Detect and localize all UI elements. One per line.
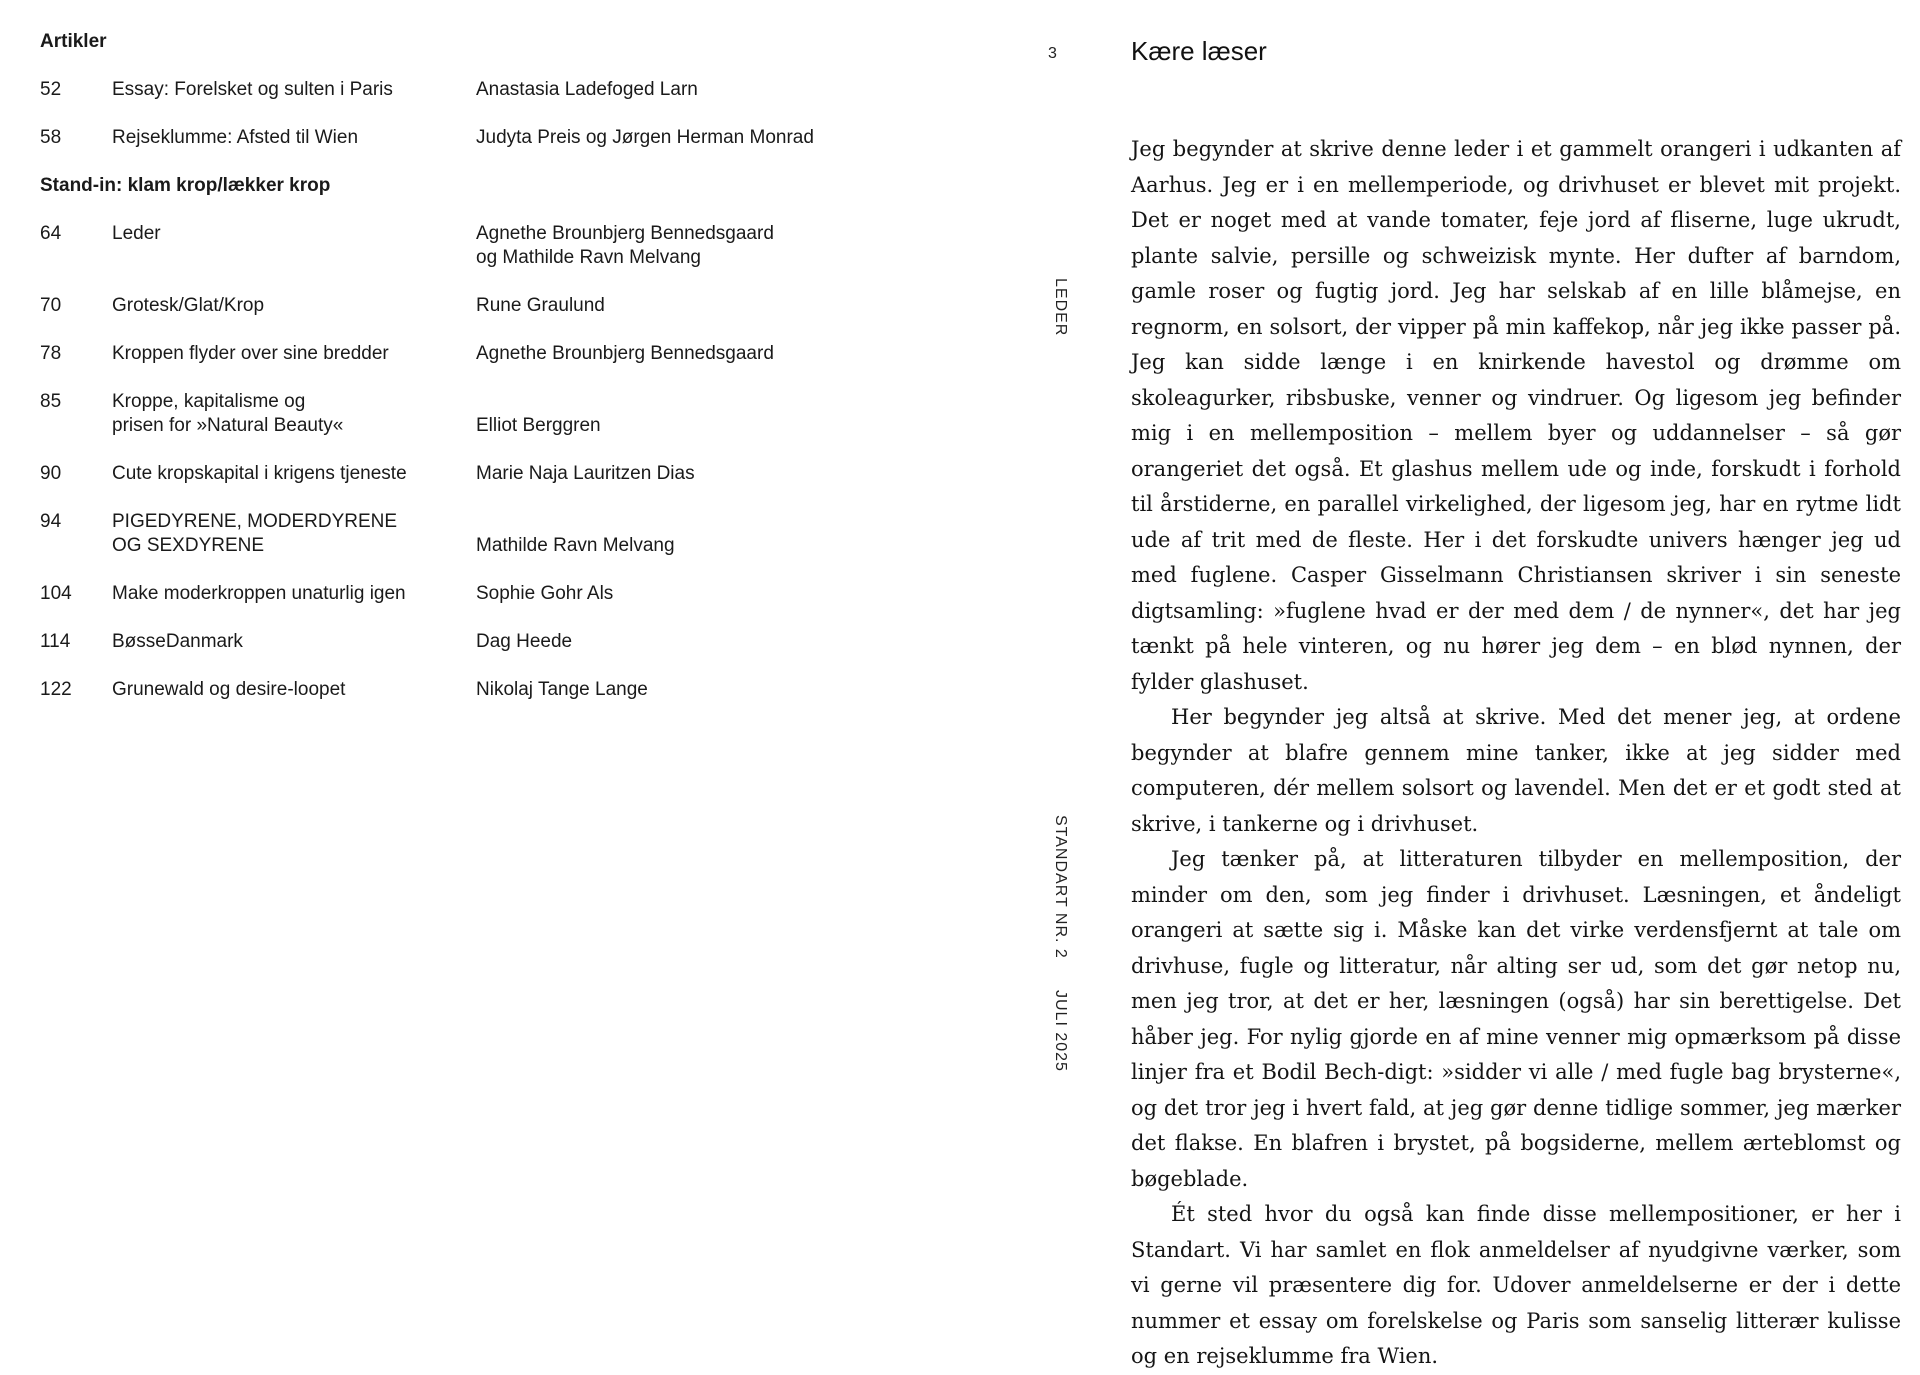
toc-author: Mathilde Ravn Melvang [476,535,675,556]
editorial-title: Kære læser [1131,36,1267,66]
toc-entry [40,678,1000,702]
toc-author: Rune Graulund [476,295,605,316]
toc-author: Sophie Gohr Als [476,583,614,604]
toc-entry [40,390,1000,438]
toc-title: PIGEDYRENE, MODERDYRENE OG SEXDYRENE [112,511,398,556]
body-paragraph: Jeg tænker på, at litteraturen tilbyder en mellemposition, der minder om den, som jeg finder i drivhuset. Læsningen, et åndeligt orangeri at sætte sig i. Måske kan det virke verdensfjernt at tale om drivhuse, fugle og litteratur, når alting ser ud, som det gør netop nu, men jeg tror, at det er her, læsningen (også) har sin berettigelse. Det håber jeg. For nylig gjorde en af mine venner mig opmærksom på disse linjer fra et Bodil Bech-digt: »sidder vi alle / med fugle bag brysterne«, og det tror jeg i hvert fald, at jeg gør denne tidlige sommer, jeg mærker det flakse. En blafren i brystet, på bogsiderne, mellem ærteblomst og bøgeblade. [1131,847,1901,1191]
toc-title: Rejseklumme: Afsted til Wien [112,127,359,148]
toc-page-number: 52 [40,79,62,100]
toc-author: Anastasia Ladefoged Larn [476,79,698,100]
toc-author: Marie Naja Lauritzen Dias [476,463,695,484]
body-paragraph: Her begynder jeg altså at skrive. Med det mener jeg, at ordene begynder at blafre gennem mine tanker, ikke at jeg sidder med computeren, dér mellem solsort og lavendel. Men det er et godt sted at skrive, i tankerne og i drivhuset. [1131,705,1901,836]
toc-page-number: 70 [40,295,62,316]
running-head-section: LEDER [1052,278,1069,337]
page-number: 3 [1048,45,1057,62]
body-paragraph: Ét sted hvor du også kan finde disse mellempositioner, er her i Standart. Vi har samlet en flok anmeldelser af nyudgivne værker, som vi gerne vil præsentere dig for. Udover anmeldelserne er der i dette nummer et essay om forelskelse og Paris som sanselig litterær kulisse og en rejseklumme fra Wien. [1131,1202,1901,1368]
toc-entry [40,462,1000,486]
toc-title: Cute kropskapital i krigens tjeneste [112,463,407,484]
toc-title: Leder [112,223,161,244]
toc-entry [40,630,1000,654]
body-paragraph: Jeg begynder at skrive denne leder i et gammelt orangeri i udkanten af Aarhus. Jeg er i en mellemperiode, og drivhuset er blevet mit projekt. Det er noget med at vande tomater, feje jord af fliserne, luge ukrudt, plante salvie, persille og schweizisk mynte. Her dufter af barndom, gamle roser og fugtig jord. Jeg har selskab af en lille blåmejse, en regnorm, en solsort, der vipper på min kaffekop, når jeg ikke passer på. Jeg kan sidde længe i en knirkende havestol og drømme om skoleagurker, ribsbuske, venner og vindruer. Og ligesom jeg befinder mig i en mellemposition – mellem byer og uddannelser – så gør orangeriet det også. Et glashus mellem ude og inde, forskudt i forhold til årstiderne, en parallel virkelighed, der ligesom jeg, har en rytme lidt ude af trit med de fleste. Her i det forskudte univers hænger jeg ud med fuglene. Casper Gisselmann Christiansen skriver i sin seneste digtsamling: »fuglene hvad er der med dem / de nynner«, det har jeg tænkt på hele vinteren, og nu hører jeg dem – en blød nynnen, der fylder glashuset. [1131,137,1901,694]
toc-entry [40,222,1000,270]
toc-title: Kroppe, kapitalisme og prisen for »Natural Beauty« [112,391,344,436]
toc-entry [40,510,1000,558]
editorial [1131,30,1901,1375]
toc-title: Grotesk/Glat/Krop [112,295,265,316]
editorial-body [1131,132,1901,1375]
toc-section-stand-in [40,174,1000,702]
toc-page-number: 85 [40,391,62,412]
toc-page-number: 122 [40,679,72,700]
toc-author: Judyta Preis og Jørgen Herman Monrad [476,127,814,148]
toc-section-artikler [40,30,1000,150]
toc-author: Agnethe Brounbjerg Bennedsgaard og Mathilde Ravn Melvang [476,223,774,268]
toc-author: Elliot Berggren [476,415,601,436]
toc-title: Grunewald og desire-loopet [112,679,346,700]
running-head-issue: STANDART NR. 2 [1052,815,1069,959]
toc-entry [40,294,1000,318]
toc-page-number: 64 [40,223,62,244]
toc-entry [40,582,1000,606]
toc-title: BøsseDanmark [112,631,243,652]
toc-page-number: 90 [40,463,62,484]
toc-page-number: 94 [40,511,62,532]
running-head-date: JULI 2025 [1052,990,1069,1072]
toc-entry [40,78,1000,102]
toc-title: Kroppen flyder over sine bredder [112,343,389,364]
toc-author: Dag Heede [476,631,573,652]
section-heading: Artikler [40,31,107,52]
toc-author: Agnethe Brounbjerg Bennedsgaard [476,343,774,364]
toc-page-number: 114 [40,631,71,652]
toc-page-number: 78 [40,343,62,364]
toc-page-number: 58 [40,127,62,148]
toc-page-number: 104 [40,583,72,604]
toc-title: Make moderkroppen unaturlig igen [112,583,406,604]
toc-entry [40,126,1000,150]
section-heading: Stand-in: klam krop/lækker krop [40,175,331,196]
toc-author: Nikolaj Tange Lange [476,679,648,700]
table-of-contents [40,30,1000,702]
toc-title: Essay: Forelsket og sulten i Paris [112,79,393,100]
toc-entry [40,342,1000,366]
